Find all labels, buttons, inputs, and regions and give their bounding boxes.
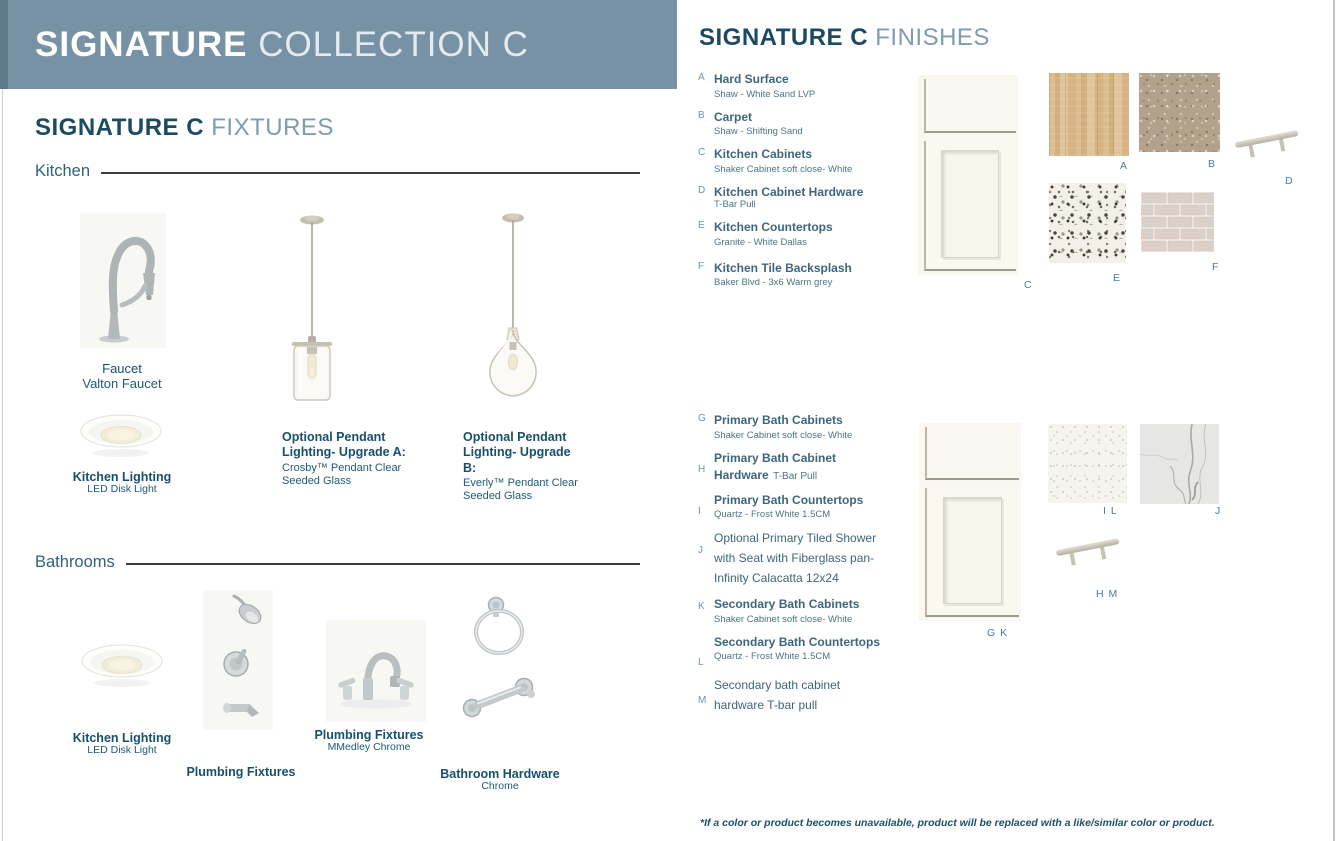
kitchen-section-title: Kitchen — [35, 162, 91, 180]
swatch-letter-e: E — [1113, 272, 1122, 284]
finishes-heading-light: FINISHES — [875, 24, 990, 51]
lav-faucet-icon — [326, 620, 426, 722]
finish-sub: Shaker Cabinet soft close- White — [714, 163, 853, 175]
plumbing-faucet-label — [299, 728, 439, 754]
finish-item-h — [698, 449, 886, 484]
faucet-sub: Valton Faucet — [82, 375, 162, 391]
pendant-b-sub: Everly™ Pendant Clear Seeded Glass — [463, 476, 578, 503]
finish-sub: Shaw - Shifting Sand — [714, 126, 803, 138]
finish-name: Hard Surface — [714, 72, 789, 86]
swatch-letter-a: A — [1120, 160, 1129, 172]
disk-light-icon — [78, 637, 166, 693]
bathrooms-section-title: Bathrooms — [35, 553, 115, 571]
bathrooms-section-rule — [126, 563, 640, 565]
kitchen-cabinet-swatch — [918, 75, 1018, 275]
swatch-letter-f: F — [1212, 261, 1220, 273]
finish-item-i — [698, 491, 886, 522]
plumbing-faucet-name: Plumbing Fixtures — [314, 728, 424, 742]
bath-disk-light-photo — [78, 637, 166, 693]
kitchen-lighting-label — [44, 470, 200, 496]
swatch-letter-il: I L — [1103, 505, 1118, 517]
bath-hardware-name: Bathroom Hardware — [440, 767, 560, 781]
page-left-border — [2, 0, 3, 841]
finish-letter-k: K — [698, 601, 705, 613]
pendant-b-label — [463, 430, 585, 504]
finish-name: Kitchen Cabinets — [714, 147, 813, 162]
finish-sub: T-Bar Pull — [714, 199, 756, 211]
finish-name: Secondary Bath Cabinets — [714, 597, 860, 612]
t-bar-pull-icon — [1233, 128, 1303, 168]
finish-letter-c: C — [698, 147, 706, 159]
finish-item-c — [698, 145, 886, 176]
calacatta-marble-icon — [1140, 424, 1219, 504]
finish-item-a — [698, 70, 886, 101]
pendant-a-label — [282, 430, 408, 488]
finish-item-d — [698, 183, 886, 212]
disk-light-icon — [78, 407, 164, 463]
cabinet-door-front — [924, 141, 1016, 271]
pendant-a-photo — [288, 212, 336, 404]
finishes-heading-bold: SIGNATURE C — [699, 24, 869, 51]
cabinet-drawer-front — [925, 427, 1019, 480]
bath-hardware-sub: Chrome — [481, 780, 519, 792]
swatch-letter-j: J — [1215, 505, 1222, 517]
banner-title-bold: SIGNATURE — [35, 24, 248, 64]
finish-letter-d: D — [698, 184, 706, 196]
finish-sub: Baker Blvd - 3x6 Warm grey — [714, 277, 833, 289]
finishes-list-kitchen — [698, 70, 886, 296]
finish-name: Secondary bath cabinet hardware T-bar pull — [714, 677, 841, 712]
banner-title — [35, 25, 529, 65]
finish-name: Primary Bath Countertops — [714, 492, 864, 507]
finish-sub: Quartz - Frost White 1.5CM — [714, 651, 831, 663]
tp-holder-photo — [458, 672, 540, 727]
finish-item-k — [698, 595, 886, 626]
swatch-letter-b: B — [1208, 158, 1217, 170]
bath-hardware-label — [430, 767, 570, 793]
swatch-letter-d: D — [1285, 175, 1294, 187]
kitchen-faucet-icon — [80, 213, 166, 348]
shower-trim-photo — [203, 590, 273, 730]
marble-swatch — [1140, 424, 1219, 504]
finish-letter-g: G — [698, 413, 706, 424]
finish-name: Kitchen Cabinet Hardware — [714, 184, 864, 199]
lav-faucet-photo — [326, 620, 426, 722]
finish-sub: Shaker Cabinet soft close- White — [714, 429, 853, 441]
faucet-label — [42, 362, 202, 391]
kitchen-section-rule — [101, 172, 640, 174]
swatch-letter-c: C — [1024, 279, 1033, 291]
subway-tile-icon — [1141, 192, 1214, 252]
pendant-a-icon — [288, 212, 336, 404]
bath-lighting-name: Kitchen Lighting — [72, 731, 172, 745]
pendant-b-name: Optional Pendant Lighting- Upgrade B: — [463, 430, 571, 475]
cabinet-door-panel — [943, 497, 1002, 604]
kitchen-section-header — [35, 162, 640, 181]
swatch-letter-gk: G K — [987, 627, 1009, 639]
granite-swatch — [1049, 183, 1126, 263]
finish-letter-l: L — [698, 656, 704, 668]
finish-item-f — [698, 259, 886, 290]
towel-ring-icon — [466, 595, 534, 657]
carpet-swatch — [1139, 73, 1220, 152]
finish-name: Primary Bath Cabinet Hardware — [714, 450, 837, 483]
faucet-name: Faucet — [102, 361, 142, 376]
finish-letter-h: H — [698, 463, 706, 475]
kitchen-faucet-photo — [80, 213, 166, 348]
page-right-border — [1333, 0, 1335, 841]
finish-sub: Shaker Cabinet soft close- White — [714, 613, 853, 625]
pendant-b-icon — [485, 210, 541, 400]
cabinet-door-front — [925, 488, 1019, 617]
finish-name: Carpet — [714, 109, 753, 124]
collection-banner — [0, 0, 677, 89]
backsplash-swatch — [1141, 192, 1214, 252]
finish-sub: Granite - White Dallas — [714, 236, 807, 248]
finish-letter-f: F — [698, 260, 705, 272]
finish-item-l — [698, 633, 886, 668]
finish-name: Kitchen Tile Backsplash — [714, 260, 852, 275]
shower-trim-icon — [203, 590, 273, 730]
finishes-list-bath — [698, 411, 886, 722]
finishes-heading — [699, 24, 990, 52]
pendant-b-photo — [485, 210, 541, 400]
finish-name: Secondary Bath Countertops — [714, 634, 881, 649]
finish-letter-j: J — [698, 545, 703, 557]
finish-sub: Quartz - Frost White 1.5CM — [714, 509, 831, 521]
finish-sub: Shaw - White Sand LVP — [714, 88, 816, 100]
bathrooms-section-header — [35, 553, 640, 572]
finish-name: Optional Primary Tiled Shower with Seat with Fiberglass pan- Infinity Calacatta 12x24 — [714, 531, 877, 586]
finish-letter-m: M — [698, 694, 707, 706]
banner-title-light: COLLECTION C — [258, 24, 529, 64]
finish-item-g — [698, 411, 886, 442]
tp-holder-icon — [458, 672, 540, 727]
hard-surface-swatch — [1049, 73, 1129, 156]
plumbing-shower-name: Plumbing Fixtures — [186, 765, 296, 779]
t-bar-pull-icon — [1054, 536, 1124, 576]
fixtures-heading-light: FIXTURES — [211, 114, 334, 141]
swatch-letter-hm: H M — [1096, 588, 1119, 600]
finish-name: Primary Bath Cabinets — [714, 413, 843, 427]
bath-lighting-sub: LED Disk Light — [87, 744, 157, 756]
fixtures-heading-bold: SIGNATURE C — [35, 114, 205, 141]
cabinet-door-panel — [941, 150, 999, 258]
bath-lighting-label — [44, 731, 200, 757]
finish-item-m — [698, 675, 886, 715]
pendant-a-sub: Crosby™ Pendant Clear Seeded Glass — [282, 461, 402, 487]
kitchen-lighting-sub: LED Disk Light — [87, 483, 157, 495]
kitchen-lighting-name: Kitchen Lighting — [72, 470, 172, 484]
finish-sub: T-Bar Pull — [773, 471, 818, 483]
finish-letter-a: A — [698, 72, 705, 83]
finish-item-e — [698, 218, 886, 249]
plumbing-faucet-sub: MMedley Chrome — [327, 741, 411, 753]
kitchen-pull-swatch — [1233, 128, 1303, 168]
finish-item-j — [698, 528, 886, 588]
finish-letter-i: I — [698, 505, 701, 517]
quartz-swatch — [1048, 424, 1127, 503]
fixtures-heading — [35, 114, 334, 142]
bath-cabinet-swatch — [919, 423, 1021, 621]
finish-letter-b: B — [698, 109, 705, 121]
finish-item-b — [698, 108, 886, 139]
footnote-disclaimer: *If a color or product becomes unavailable, product will be replaced with a like/similar color or product. — [700, 817, 1215, 829]
finish-name: Kitchen Countertops — [714, 220, 833, 235]
finish-letter-e: E — [698, 220, 705, 232]
cabinet-drawer-front — [924, 79, 1016, 133]
kitchen-disk-light-photo — [78, 407, 164, 463]
towel-ring-photo — [466, 595, 534, 657]
bath-pull-swatch — [1054, 536, 1124, 576]
plumbing-shower-label — [171, 765, 311, 779]
pendant-a-name: Optional Pendant Lighting- Upgrade A: — [282, 430, 406, 460]
